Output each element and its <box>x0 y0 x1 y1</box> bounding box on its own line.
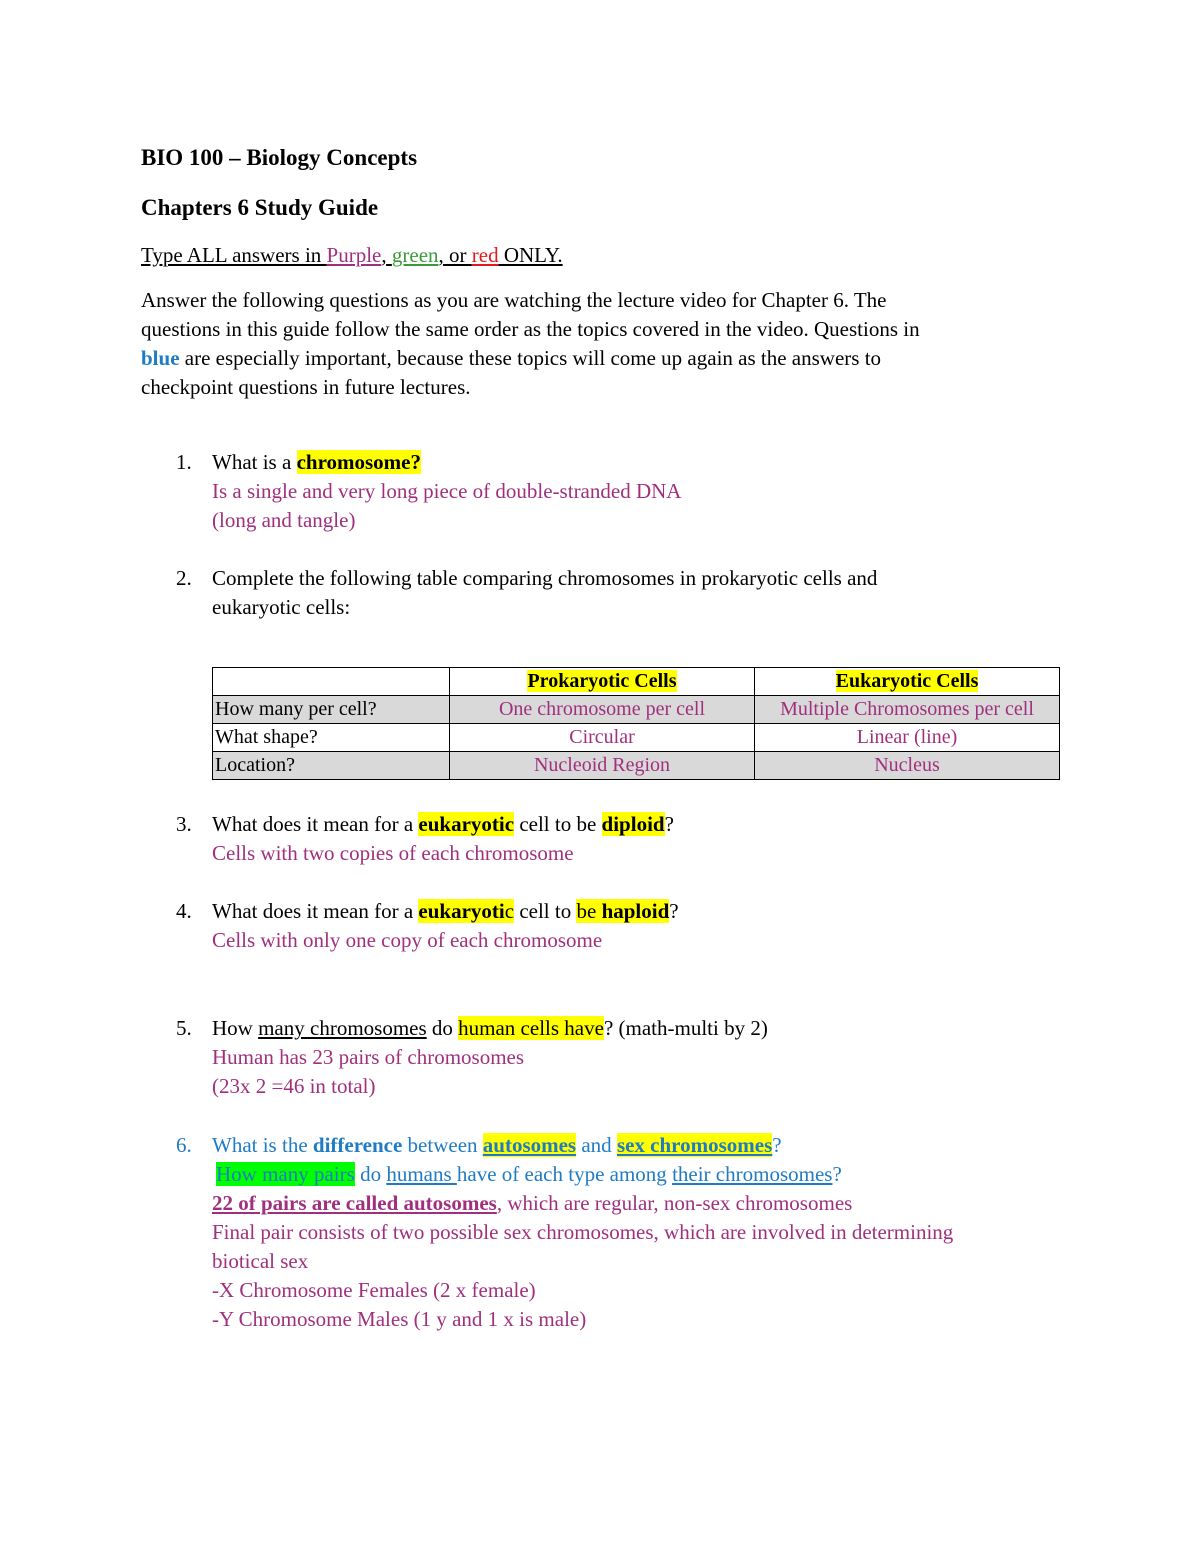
table-header-cell <box>755 668 1060 696</box>
instructions-prefix: Type ALL answers in <box>141 243 327 267</box>
q2-number: 2. <box>176 566 192 590</box>
q5-answer-1: Human has 23 pairs of chromosomes <box>212 1045 525 1069</box>
table-header-cell-empty <box>213 668 450 696</box>
table-row <box>213 724 1060 752</box>
q4-text-a: What does it mean for a <box>212 899 419 923</box>
q5-text-e: ? (math-multi by 2) <box>603 1016 768 1040</box>
table-header-row <box>213 668 1060 696</box>
q5-human-cells: human cells have <box>458 1016 604 1040</box>
q4-text-e: ? <box>669 899 679 923</box>
q1-term: chromosome? <box>296 450 421 474</box>
instructions-comma: , <box>381 243 387 267</box>
intro-blue-word: blue <box>141 346 180 370</box>
q4-term-eukaryotic-end: c <box>504 899 515 923</box>
study-guide-title: Chapters 6 Study Guide <box>141 195 379 220</box>
q4-text-be: be <box>576 899 602 923</box>
table-cell-answer: Multiple Chromosomes per cell <box>755 696 1060 724</box>
q1-answer-1: Is a single and very long piece of double-stranded DNA <box>212 479 682 503</box>
instructions-middle: , or <box>438 243 472 267</box>
q5-text-a: How <box>212 1016 259 1040</box>
q6-answer-2: Final pair consists of two possible sex chromosomes, which are involved in determining <box>212 1220 954 1244</box>
table-row-label: What shape? <box>213 724 450 752</box>
intro-line-3 <box>141 344 881 373</box>
intro-line-1: Answer the following questions as you are watching the lecture video for Chapter 6. The <box>141 288 887 312</box>
instructions-suffix: ONLY. <box>498 243 563 267</box>
q3-text-c: cell to be <box>514 812 602 836</box>
q2-line-1: Complete the following table comparing chromosomes in prokaryotic cells and <box>212 566 878 590</box>
q1-answer-2: (long and tangle) <box>212 508 356 532</box>
q5-number: 5. <box>176 1016 192 1040</box>
table-cell-answer: Circular <box>450 724 755 752</box>
table-cell-answer: Linear (line) <box>755 724 1060 752</box>
table-row-label: Location? <box>213 752 450 780</box>
q6-text-a: What is the <box>212 1133 313 1157</box>
q6-answer-1 <box>212 1189 852 1218</box>
q6-text-e: and <box>576 1133 617 1157</box>
q6-humans: humans <box>386 1162 457 1186</box>
q6-answer-5: -Y Chromosome Males (1 y and 1 x is male) <box>212 1307 587 1331</box>
q3-text-a: What does it mean for a <box>212 812 419 836</box>
q3-term-diploid: diploid <box>601 812 665 836</box>
q1-text: What is a <box>212 450 297 474</box>
instructions-green: green <box>391 243 439 267</box>
table-cell-answer: Nucleus <box>755 752 1060 780</box>
table-row-label: How many per cell? <box>213 696 450 724</box>
q6-sex-chromosomes: sex chromosomes <box>616 1133 773 1157</box>
q6-answer-3: biotical sex <box>212 1249 309 1273</box>
q5-answer-2: (23x 2 =46 in total) <box>212 1074 376 1098</box>
table-cell-answer: Nucleoid Region <box>450 752 755 780</box>
q4-term-eukaryotic: eukaryoti <box>418 899 505 923</box>
instructions-line <box>141 241 563 270</box>
q4-question <box>212 897 679 926</box>
q6-l2-end: ? <box>832 1162 842 1186</box>
q6-l2-have: have of each type among <box>456 1162 673 1186</box>
q6-difference: difference <box>312 1133 403 1157</box>
q2-line-2: eukaryotic cells: <box>212 595 351 619</box>
comparison-table <box>212 667 1060 780</box>
q4-text-c: cell to <box>514 899 577 923</box>
q6-text-g: ? <box>772 1133 782 1157</box>
table-header-eukaryotic: Eukaryotic Cells <box>835 670 979 692</box>
q5-many-chromosomes: many chromosomes <box>258 1016 427 1040</box>
course-title: BIO 100 – Biology Concepts <box>141 145 418 170</box>
instructions-purple: Purple <box>326 243 382 267</box>
q4-number: 4. <box>176 899 192 923</box>
table-row <box>213 752 1060 780</box>
table-row <box>213 696 1060 724</box>
q3-number: 3. <box>176 812 192 836</box>
q6-answer-4: -X Chromosome Females (2 x female) <box>212 1278 536 1302</box>
q6-question-line-2 <box>216 1160 842 1189</box>
intro-line-3-rest: are especially important, because these topics will come up again as the answers to <box>179 346 882 370</box>
intro-line-4: checkpoint questions in future lectures. <box>141 375 471 399</box>
q5-text-c: do <box>426 1016 459 1040</box>
q3-term-eukaryotic: eukaryotic <box>418 812 515 836</box>
table-cell-answer: One chromosome per cell <box>450 696 755 724</box>
q6-question-line-1 <box>212 1131 782 1160</box>
q6-l2-do: do <box>354 1162 387 1186</box>
q6-their-chromosomes: their chromosomes <box>672 1162 833 1186</box>
q1-number: 1. <box>176 450 192 474</box>
q6-text-c: between <box>402 1133 483 1157</box>
q3-question <box>212 810 674 839</box>
intro-line-2: questions in this guide follow the same order as the topics covered in the video. Questions in <box>141 317 920 341</box>
q6-answer-1-bold: 22 of pairs are called autosomes <box>212 1191 497 1215</box>
q3-answer: Cells with two copies of each chromosome <box>212 841 574 865</box>
q6-how-many-pairs: How many pairs <box>216 1162 355 1186</box>
q4-answer: Cells with only one copy of each chromosome <box>212 928 603 952</box>
q3-text-e: ? <box>664 812 674 836</box>
q5-question <box>212 1014 768 1043</box>
table-header-prokaryotic: Prokaryotic Cells <box>527 670 677 692</box>
q6-answer-1-rest: , which are regular, non-sex chromosomes <box>496 1191 853 1215</box>
q4-term-haploid: haploid <box>601 899 670 923</box>
q1-question <box>212 448 421 477</box>
q6-autosomes: autosomes <box>482 1133 577 1157</box>
instructions-red: red <box>471 243 499 267</box>
q6-number: 6. <box>176 1133 192 1157</box>
table-header-cell <box>450 668 755 696</box>
